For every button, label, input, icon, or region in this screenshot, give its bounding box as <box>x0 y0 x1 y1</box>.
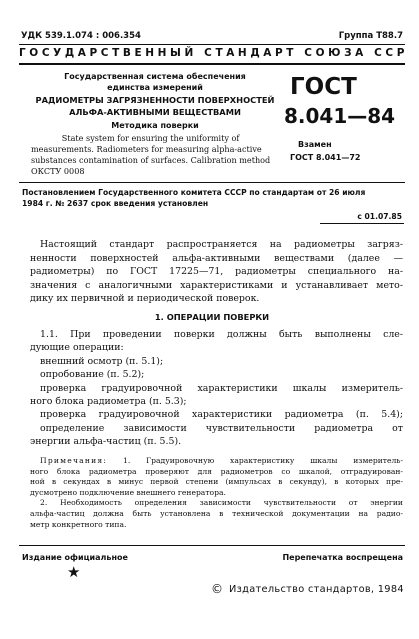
star-icon: ★ <box>67 563 81 581</box>
reprint-notice: Перепечатка воспрещена <box>282 553 403 562</box>
publisher: Издательство стандартов, 1984 <box>229 584 404 595</box>
system-name-line2: единства измерений <box>107 83 203 92</box>
note-2-line2: альфа-частиц должна быть установлена в технической документации на радио- <box>30 508 403 518</box>
note-2-line1: 2. Необходимость определения зависимости чувствительности от энергии <box>40 498 403 508</box>
title-rule <box>19 182 405 183</box>
okstu-code: ОКСТУ 0008 <box>31 166 85 176</box>
note-1-line1 <box>30 456 403 467</box>
group-code: Группа Т88.7 <box>338 31 403 41</box>
intro-paragraph <box>30 238 403 306</box>
intro-line2: ненности поверхностей альфа-активными веществами (далее — <box>30 252 403 264</box>
intro-line3: радиометры) по ГОСТ 17225—71, радиометры специального на- <box>30 266 403 278</box>
operation-2: опробование (п. 5.2); <box>40 369 145 381</box>
intro-line4: значения с аналогичными характеристиками и устанавливает мето- <box>30 279 403 291</box>
operation-1: внешний осмотр (п. 5.1); <box>40 355 164 367</box>
note-1-text-start: 1. Градуировочную характеристику шкалы измеритель- <box>123 456 403 465</box>
system-name-line1: Государственная система обеспечения <box>64 72 246 81</box>
date-rule <box>320 223 404 224</box>
english-title <box>31 133 270 166</box>
document-subtitle: Методика поверки <box>111 121 199 130</box>
official-edition: Издание официальное <box>22 553 128 562</box>
operation-5-line2: энергии альфа-частиц (п. 5.5). <box>30 436 182 448</box>
copyright-icon: © <box>211 582 223 596</box>
decree-line2: 1984 г. № 2637 срок введения установлен <box>22 199 209 208</box>
notes-label: Примечания: <box>40 456 108 465</box>
replaces-label: Взамен <box>298 140 332 149</box>
document-title-line1: РАДИОМЕТРЫ ЗАГРЯЗНЕННОСТИ ПОВЕРХНОСТЕЙ <box>35 95 275 105</box>
p11-line2: дующие операции: <box>30 342 124 354</box>
document-title <box>30 94 280 118</box>
state-standard-banner: ГОСУДАРСТВЕННЫЙ СТАНДАРТ СОЮЗА ССР <box>19 47 409 59</box>
notes-block <box>30 456 403 530</box>
operation-5-line1: определение зависимости чувствительности радиометра от <box>40 422 403 434</box>
operation-3-line2: ного блока радиометра (п. 5.3); <box>30 396 187 408</box>
english-title-line3: substances contamination of surfaces. Calibration method <box>31 155 271 165</box>
note-2-line3: метр конкретного типа. <box>30 519 127 529</box>
note-1-line2: ного блока радиометра проверяют для радиометров со шкалой, отградуирован- <box>30 466 403 476</box>
operation-4: проверка градуировочной характеристики радиометра (п. 5.4); <box>40 409 403 421</box>
note-1-line4: дусмотрено подключение внешнего генератора. <box>30 487 226 497</box>
gost-number: 8.041—84 <box>284 104 396 128</box>
gost-label: ГОСТ <box>290 74 357 100</box>
footer-rule <box>19 545 405 546</box>
english-title-line2: measurements. Radiometers for measuring alpha-active <box>31 144 262 154</box>
document-title-line2: АЛЬФА-АКТИВНЫМИ ВЕЩЕСТВАМИ <box>69 107 241 117</box>
replaces-value: ГОСТ 8.041—72 <box>290 153 361 162</box>
decree-line1: Постановлением Государственного комитета СССР по стандартам от 26 июля <box>22 188 366 197</box>
top-rule <box>19 44 405 45</box>
intro-line5: дику их первичной и периодической поверок. <box>30 293 260 305</box>
p11-line1: 1.1. При проведении поверки должны быть выполнены сле- <box>40 329 403 340</box>
note-1-line3: ной в секундах в минус первой степени (импульсах в секунду), в которых пре- <box>30 477 403 487</box>
effective-date: с 01.07.85 <box>357 212 402 221</box>
decree-text <box>22 187 365 209</box>
banner-rule <box>19 63 405 65</box>
english-title-line1: State system for ensuring the uniformity of <box>61 133 240 143</box>
operation-3-line1: проверка градуировочной характеристики шкалы измеритель- <box>40 382 403 394</box>
section-heading: 1. ОПЕРАЦИИ ПОВЕРКИ <box>154 312 270 322</box>
intro-line1: Настоящий стандарт распространяется на радиометры загряз- <box>40 239 403 250</box>
section1-body <box>30 328 403 449</box>
udk-code: УДК 539.1.074 : 006.354 <box>21 31 141 41</box>
system-name <box>40 71 270 93</box>
